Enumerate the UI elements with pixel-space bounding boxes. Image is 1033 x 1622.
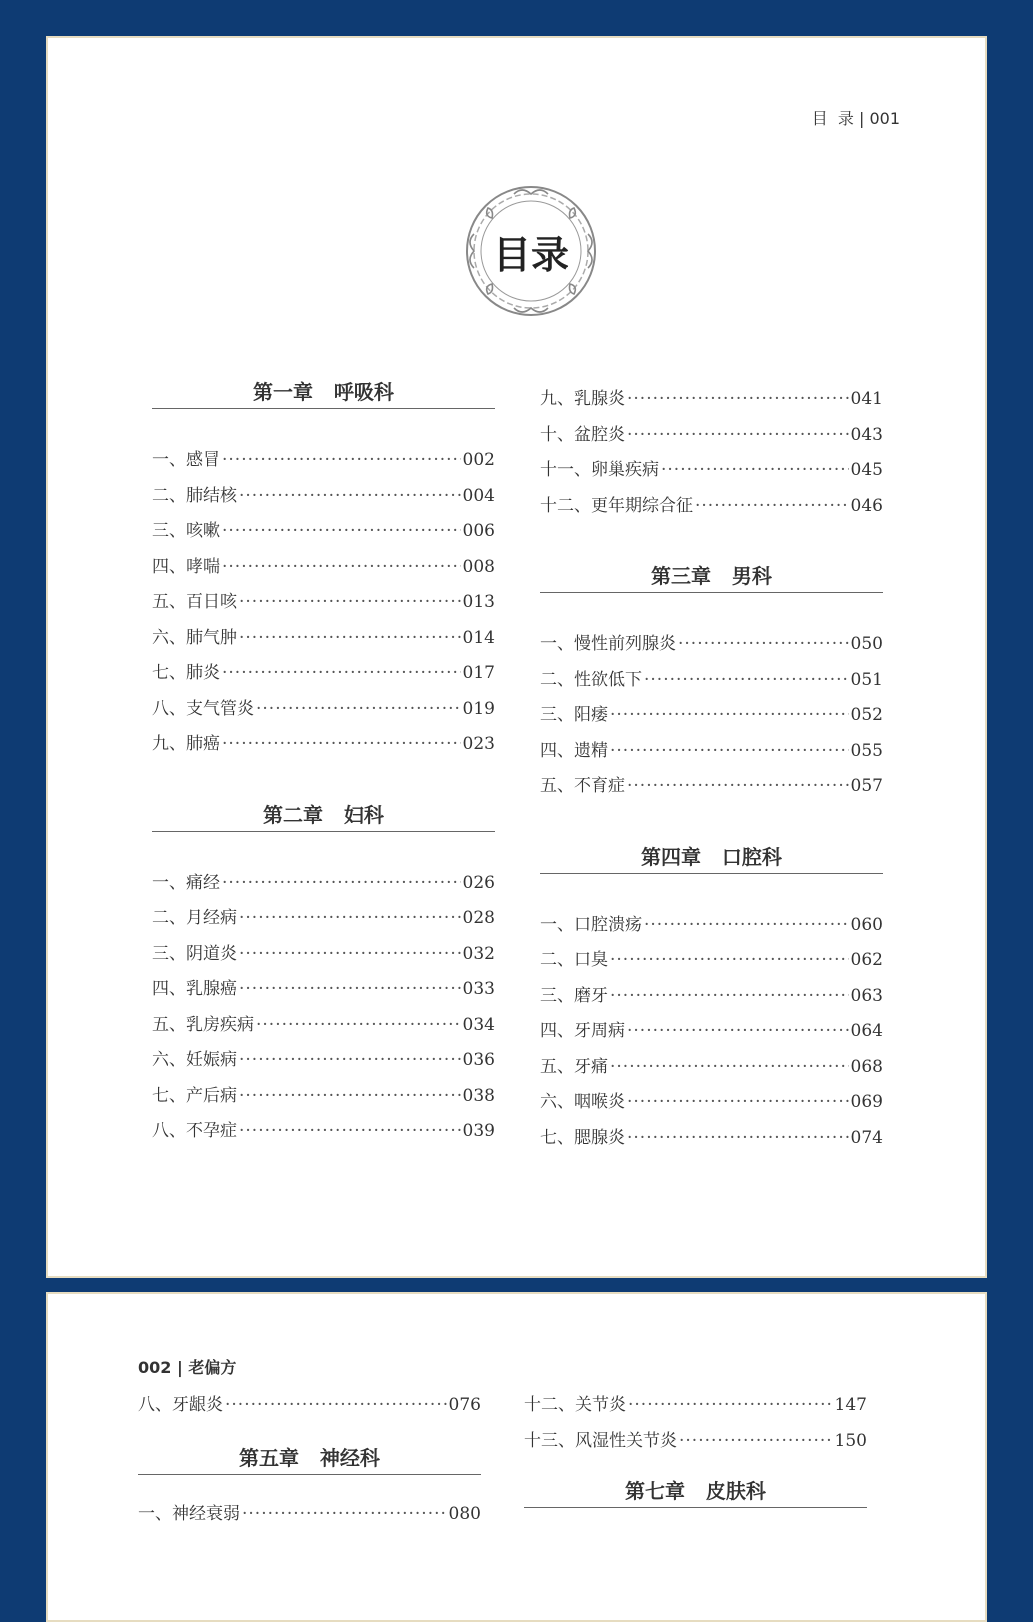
dot-leader: [610, 734, 849, 770]
entry-label: 二、口臭: [540, 950, 608, 970]
entry-label: 十一、卵巢疾病: [540, 460, 659, 480]
toc-entry[interactable]: [152, 692, 495, 728]
toc-entry[interactable]: [152, 972, 495, 1008]
entry-label: 九、乳腺炎: [540, 389, 625, 409]
dot-leader: [239, 972, 461, 1008]
dot-leader: [239, 479, 461, 515]
toc-entry[interactable]: [540, 418, 883, 454]
dot-leader: [225, 1388, 447, 1424]
dot-leader: [644, 663, 849, 699]
entry-label: 四、哮喘: [152, 556, 220, 577]
dot-leader: [239, 621, 461, 657]
chapter-heading: 第三章 男科: [540, 560, 883, 593]
entry-page: 055: [850, 740, 883, 761]
toc-left-column: [152, 376, 495, 1150]
entry-label: 四、牙周病: [540, 1021, 625, 1041]
dot-leader: [678, 627, 849, 663]
toc-entry[interactable]: [152, 514, 495, 550]
dot-leader: [222, 866, 461, 902]
dot-leader: [627, 1085, 849, 1121]
dot-leader: [222, 550, 461, 586]
entry-label: 八、支气管炎: [152, 698, 254, 719]
chapter-entries: [540, 627, 883, 805]
dot-leader: [628, 1388, 833, 1424]
toc-entry[interactable]: [152, 443, 495, 479]
entry-page: 057: [850, 776, 883, 796]
entry-label: 三、阴道炎: [152, 943, 237, 964]
entry-label: 一、慢性前列腺炎: [540, 634, 676, 654]
entry-label: 一、神经衰弱: [138, 1503, 240, 1524]
page-header: 目 录 | 001: [811, 109, 900, 128]
entry-label: 六、咽喉炎: [540, 1092, 625, 1112]
entry-label: 七、产后病: [152, 1085, 237, 1106]
entry-label: 六、妊娠病: [152, 1050, 237, 1070]
entry-page: 038: [462, 1085, 495, 1106]
page-header: 002 | 老偏方: [138, 1358, 237, 1377]
toc-entry[interactable]: [540, 908, 883, 944]
entry-label: 十二、关节炎: [524, 1395, 626, 1415]
entry-page: 050: [850, 634, 883, 654]
toc-entry[interactable]: [540, 1050, 883, 1086]
toc-entry[interactable]: [540, 489, 883, 525]
entry-label: 三、阳痿: [540, 705, 608, 725]
toc-entry[interactable]: [524, 1388, 867, 1424]
entry-page: 004: [462, 485, 495, 506]
entry-page: 147: [834, 1395, 867, 1415]
toc-entry[interactable]: [152, 1114, 495, 1150]
entry-page: 006: [462, 521, 495, 541]
entry-label: 三、磨牙: [540, 985, 608, 1006]
entry-page: 043: [850, 424, 883, 445]
dot-leader: [627, 769, 849, 805]
toc-entry[interactable]: [540, 453, 883, 489]
dot-leader: [679, 1424, 833, 1460]
entry-label: 五、百日咳: [152, 592, 237, 612]
entry-page: 062: [850, 950, 883, 970]
entry-page: 080: [448, 1503, 481, 1524]
entry-page: 002: [462, 450, 495, 470]
dot-leader: [256, 692, 461, 728]
entry-page: 019: [462, 698, 495, 719]
chapter-entries: [540, 908, 883, 1157]
dot-leader: [610, 1050, 849, 1086]
toc-entry[interactable]: [152, 550, 495, 586]
toc-entry[interactable]: [540, 1085, 883, 1121]
entry-page: 041: [850, 389, 883, 409]
toc-page-1: [46, 36, 987, 1278]
continued-entries: [540, 382, 883, 524]
toc-entry[interactable]: [540, 627, 883, 663]
dot-leader: [239, 901, 461, 937]
entry-page: 076: [448, 1395, 481, 1415]
entry-label: 十三、风湿性关节炎: [524, 1430, 677, 1451]
entry-label: 二、肺结核: [152, 485, 237, 506]
chapter-heading: 第五章 神经科: [138, 1442, 481, 1475]
dot-leader: [661, 453, 849, 489]
dot-leader: [695, 489, 849, 525]
entry-page: 074: [850, 1127, 883, 1148]
dot-leader: [239, 1079, 461, 1115]
entry-page: 034: [462, 1014, 495, 1035]
entry-label: 六、肺气肿: [152, 627, 237, 648]
dot-leader: [239, 585, 461, 621]
dot-leader: [256, 1008, 461, 1044]
dot-leader: [610, 979, 849, 1015]
toc-right-column: [540, 382, 883, 1156]
toc-entry[interactable]: [152, 479, 495, 515]
entry-page: 060: [850, 914, 883, 935]
toc-entry[interactable]: [540, 943, 883, 979]
dot-leader: [644, 908, 849, 944]
chapter-entries: [152, 443, 495, 763]
entry-page: 017: [462, 663, 495, 683]
toc-entry[interactable]: [152, 937, 495, 973]
toc-left-column: [138, 1388, 481, 1532]
entry-label: 五、乳房疾病: [152, 1014, 254, 1035]
chapter-heading: 第二章 妇科: [152, 799, 495, 832]
toc-entry[interactable]: [138, 1497, 481, 1533]
entry-page: 069: [850, 1092, 883, 1112]
dot-leader: [627, 382, 849, 418]
toc-entry[interactable]: [540, 1014, 883, 1050]
dot-leader: [239, 937, 461, 973]
toc-entry[interactable]: [540, 769, 883, 805]
entry-label: 三、咳嗽: [152, 521, 220, 541]
dot-leader: [222, 656, 461, 692]
toc-right-column: [524, 1388, 867, 1508]
entry-label: 二、月经病: [152, 908, 237, 928]
entry-label: 五、牙痛: [540, 1056, 608, 1077]
entry-label: 一、痛经: [152, 872, 220, 893]
entry-label: 九、肺癌: [152, 734, 220, 754]
toc-entry[interactable]: [152, 1008, 495, 1044]
toc-entry[interactable]: [152, 585, 495, 621]
toc-entry[interactable]: [152, 866, 495, 902]
toc-entry[interactable]: [540, 663, 883, 699]
chapter-entries: [152, 866, 495, 1150]
dot-leader: [610, 943, 849, 979]
entry-page: 051: [850, 669, 883, 690]
entry-page: 036: [462, 1050, 495, 1070]
chapter-heading: 第七章 皮肤科: [524, 1475, 867, 1508]
toc-page-2: [46, 1292, 987, 1622]
dot-leader: [239, 1114, 461, 1150]
chapter-heading: 第一章 呼吸科: [152, 376, 495, 409]
toc-entry[interactable]: [152, 901, 495, 937]
toc-entry[interactable]: [540, 734, 883, 770]
toc-entry[interactable]: [152, 727, 495, 763]
dot-leader: [610, 698, 849, 734]
entry-label: 一、感冒: [152, 450, 220, 470]
entry-page: 013: [462, 592, 495, 612]
dot-leader: [627, 1014, 849, 1050]
entry-label: 七、肺炎: [152, 663, 220, 683]
entry-label: 八、不孕症: [152, 1121, 237, 1141]
entry-label: 四、遗精: [540, 740, 608, 761]
entry-page: 033: [462, 979, 495, 999]
entry-page: 028: [462, 908, 495, 928]
dot-leader: [222, 514, 461, 550]
entry-page: 046: [850, 495, 883, 516]
entry-label: 二、性欲低下: [540, 669, 642, 690]
entry-page: 032: [462, 943, 495, 964]
toc-entry[interactable]: [540, 382, 883, 418]
dot-leader: [222, 443, 461, 479]
toc-entry[interactable]: [524, 1424, 867, 1460]
chapter-heading: 第四章 口腔科: [540, 841, 883, 874]
toc-entry[interactable]: [540, 698, 883, 734]
entry-page: 014: [462, 627, 495, 648]
entry-label: 八、牙龈炎: [138, 1395, 223, 1415]
entry-label: 一、口腔溃疡: [540, 914, 642, 935]
toc-entry[interactable]: [152, 1079, 495, 1115]
dot-leader: [239, 1043, 461, 1079]
entry-label: 十二、更年期综合征: [540, 495, 693, 516]
entry-page: 026: [462, 872, 495, 893]
toc-entry[interactable]: [540, 1121, 883, 1157]
toc-entry[interactable]: [152, 621, 495, 657]
dot-leader: [242, 1497, 447, 1533]
entry-label: 七、腮腺炎: [540, 1127, 625, 1148]
entry-page: 045: [850, 460, 883, 480]
entry-label: 四、乳腺癌: [152, 979, 237, 999]
entry-page: 039: [462, 1121, 495, 1141]
entry-label: 十、盆腔炎: [540, 424, 625, 445]
dot-leader: [627, 1121, 849, 1157]
entry-page: 008: [462, 556, 495, 577]
toc-entry[interactable]: [152, 1043, 495, 1079]
dot-leader: [222, 727, 461, 763]
entry-page: 150: [834, 1430, 867, 1451]
toc-title: 目录: [492, 231, 569, 277]
entry-label: 五、不育症: [540, 776, 625, 796]
toc-entry[interactable]: [152, 656, 495, 692]
toc-entry[interactable]: [540, 979, 883, 1015]
entry-page: 052: [850, 705, 883, 725]
dot-leader: [627, 418, 849, 454]
entry-page: 023: [462, 734, 495, 754]
toc-entry[interactable]: [138, 1388, 481, 1424]
entry-page: 064: [850, 1021, 883, 1041]
entry-page: 068: [850, 1056, 883, 1077]
entry-page: 063: [850, 985, 883, 1006]
